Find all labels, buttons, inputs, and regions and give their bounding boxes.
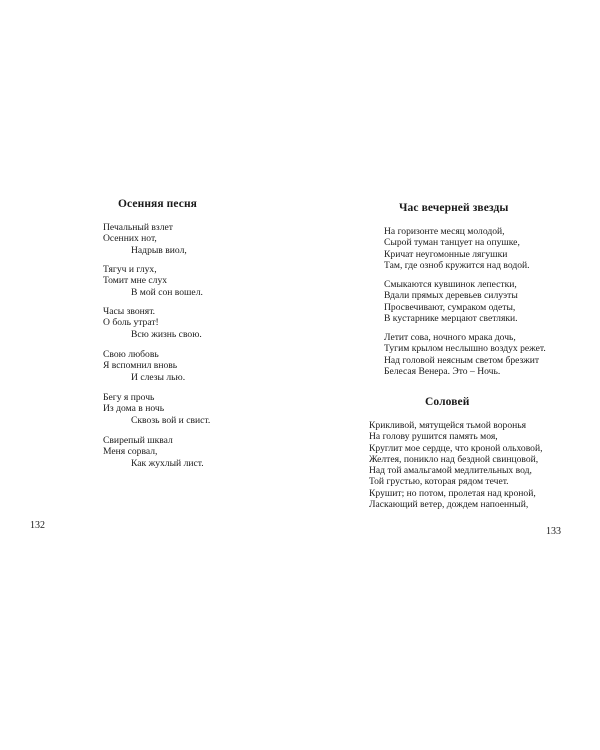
poem-line: Томит мне слух xyxy=(103,275,168,287)
stanza xyxy=(103,435,204,469)
poem-line: И слезы лью. xyxy=(131,371,186,383)
stanza xyxy=(369,420,543,510)
poem-line: Часы звонят. xyxy=(103,306,156,317)
stanza xyxy=(103,222,187,256)
poem-line: Печальный взлет xyxy=(103,222,173,233)
poem-line: Белесая Венера. Это – Ночь. xyxy=(384,365,501,377)
poem-line: Кричат неугомонные лягушки xyxy=(384,248,508,260)
poem-line: Сквозь вой и свист. xyxy=(131,414,211,426)
poem-line: Круглит мое сердце, что кроной ольховой, xyxy=(369,442,543,454)
poem-line: Всю жизнь свою. xyxy=(131,328,202,340)
poem-line: Летит сова, ночного мрака дочь, xyxy=(384,332,516,343)
poem-line: Как жухлый лист. xyxy=(131,457,204,469)
poem-line: Сырой туман танцует на опушке, xyxy=(384,237,520,249)
poem-line: Осенних нот, xyxy=(103,233,157,245)
page-number: 132 xyxy=(30,520,45,531)
poem-line: Вдали прямых деревьев силуэты xyxy=(384,290,518,302)
poem-line: Свирепый шквал xyxy=(103,435,173,446)
poem-line: В кустарнике мерцают светляки. xyxy=(384,312,518,324)
poem-line: Той грустью, которая рядом течет. xyxy=(369,476,509,488)
poem-line: Тугим крылом неслышно воздух режет. xyxy=(384,343,546,355)
stanza xyxy=(103,392,210,426)
poem-line: Там, где озноб кружится над водой. xyxy=(384,259,530,271)
poem-line: Крушит; но потом, пролетая над кроной, xyxy=(369,487,536,499)
right-page xyxy=(300,0,600,750)
poem-line: На горизонте месяц молодой, xyxy=(384,226,505,237)
poem-line: Над головой неясным светом брезжит xyxy=(384,354,540,366)
poem-line: Я вспомнил вновь xyxy=(103,360,178,372)
poem-line: Смыкаются кувшинок лепестки, xyxy=(384,279,517,290)
stanza xyxy=(103,306,202,340)
poem-line: В мой сон вошел. xyxy=(131,286,203,298)
poem-line: Желтея, поникло над бездной свинцовой, xyxy=(369,453,539,465)
poem-line: О боль утрат! xyxy=(103,317,159,329)
poem-line: Надрыв виол, xyxy=(131,244,187,256)
poem-line: Меня сорвал, xyxy=(103,446,158,458)
poem-line: Бегу я прочь xyxy=(103,392,155,403)
stanza xyxy=(384,226,530,271)
poem-line: Ласкающий ветер, дождем напоенный, xyxy=(369,499,529,511)
stanza xyxy=(103,349,185,383)
stanza xyxy=(384,279,518,324)
page-number: 133 xyxy=(546,526,561,537)
poem-line: Из дома в ночь xyxy=(103,403,165,415)
poem-title: Час вечерней звезды xyxy=(399,202,509,214)
poem-title: Соловей xyxy=(425,396,470,408)
stanza xyxy=(103,264,203,298)
poem-title: Осенняя песня xyxy=(118,198,197,210)
poem-line: Тягуч и глух, xyxy=(103,264,157,275)
poem-line: Просвечивают, сумраком одеты, xyxy=(384,301,516,313)
poem-line: Свою любовь xyxy=(103,349,159,360)
poem-line: Крикливой, мятущейся тьмой воронья xyxy=(369,420,527,431)
poem-line: Над той амальгамой медлительных вод, xyxy=(369,465,532,477)
stanza xyxy=(384,332,546,377)
poem-line: На голову рушится память моя, xyxy=(369,431,498,443)
